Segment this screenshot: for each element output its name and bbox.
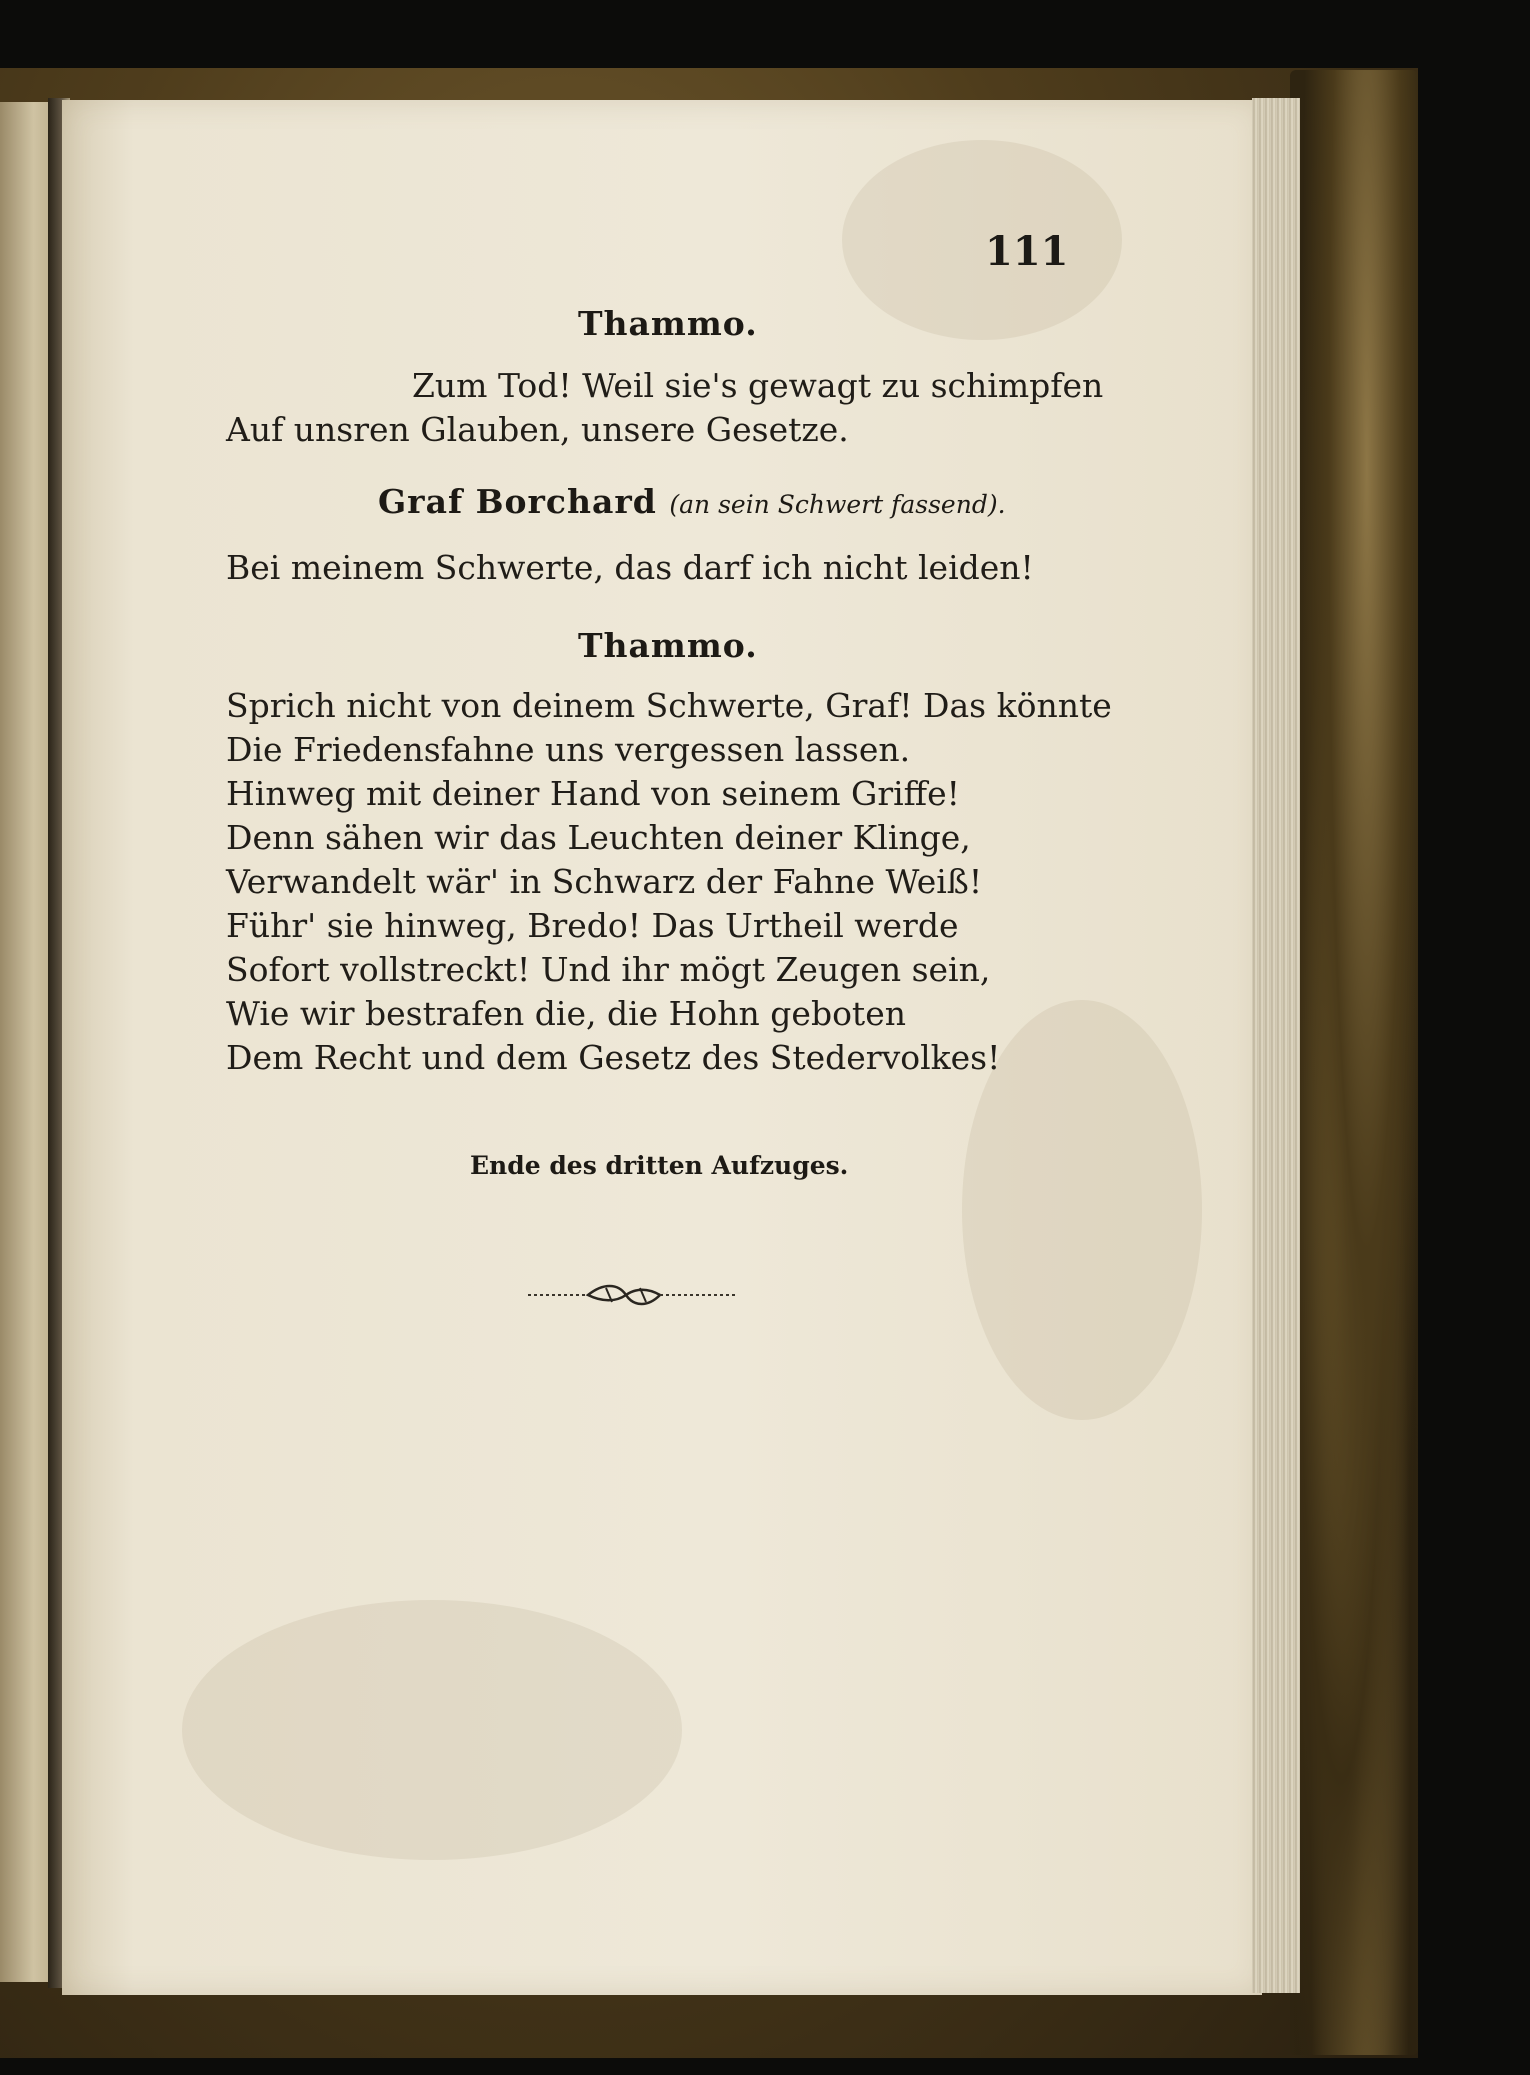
verse-line: Die Friedensfahne uns vergessen lassen. — [226, 730, 911, 769]
end-of-act-note: Ende des dritten Aufzuges. — [470, 1151, 849, 1180]
verse-line: Sprich nicht von deinem Schwerte, Graf! Das könnte — [226, 686, 1112, 725]
verse-line: Bei meinem Schwerte, das darf ich nicht leiden! — [226, 548, 1034, 587]
verse-line: Führ' sie hinweg, Bredo! Das Urtheil werde — [226, 906, 959, 945]
verse-line: Verwandelt wär' in Schwarz der Fahne Weiß! — [226, 862, 983, 901]
speaker-name-text: Graf Borchard — [378, 482, 657, 521]
verse-line: Zum Tod! Weil sie's gewagt zu schimpfen — [412, 366, 1104, 405]
paper-stain — [842, 140, 1122, 340]
speaker-name: Thammo. — [578, 304, 758, 343]
stage-direction: (an sein Schwert fassend). — [669, 490, 1006, 519]
paper-stain — [182, 1600, 682, 1860]
verse-line: Denn sähen wir das Leuchten deiner Klinge, — [226, 818, 971, 857]
verse-line: Hinweg mit deiner Hand von seinem Griffe! — [226, 774, 960, 813]
verse-line: Wie wir bestrafen die, die Hohn geboten — [226, 994, 906, 1033]
speaker-name: Thammo. — [578, 626, 758, 665]
marbled-cover-edge — [1290, 70, 1418, 2055]
decorative-divider-icon — [528, 1280, 738, 1310]
page-stack-edge — [1252, 98, 1300, 1993]
page-number: 111 — [985, 228, 1069, 275]
speaker-name — [378, 482, 1006, 521]
verse-line: Auf unsren Glauben, unsere Gesetze. — [226, 410, 849, 449]
verse-line: Sofort vollstreckt! Und ihr mögt Zeugen sein, — [226, 950, 991, 989]
verse-line: Dem Recht und dem Gesetz des Stedervolkes! — [226, 1038, 1001, 1077]
